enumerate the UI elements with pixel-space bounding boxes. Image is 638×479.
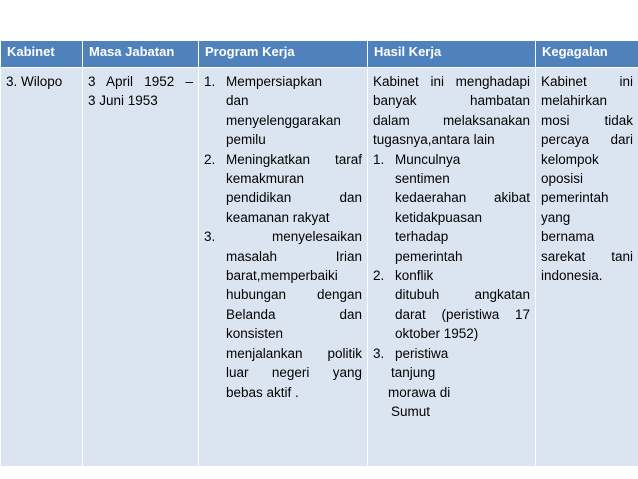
kegagalan-line: pemerintah <box>541 190 609 206</box>
hasil-item-3-line: morawa di <box>388 384 451 400</box>
program-item-3-line: hubungan dengan <box>226 287 362 303</box>
kegagalan-line: yang <box>541 209 571 225</box>
cell-hasil-kerja <box>368 68 536 467</box>
table-row <box>1 68 638 467</box>
program-item-3-first-line: 3. menyelesaikan <box>204 229 362 245</box>
program-item-3-line: barat,memperbaiki <box>226 268 338 284</box>
hasil-intro-line: Kabinet ini menghadapi <box>373 74 530 89</box>
program-item-2-line: kemakmuran <box>226 171 305 187</box>
header-kabinet: Kabinet <box>1 41 83 68</box>
kegagalan-line: oposisi <box>541 171 584 187</box>
hasil-item-3-line: tanjung <box>391 365 436 381</box>
kegagalan-line: indonesia. <box>541 268 603 284</box>
header-kegagalan: Kegagalan <box>536 41 638 68</box>
program-item-2-line: keamanan rakyat <box>226 209 330 225</box>
hasil-item-1-number: 1. <box>373 151 385 167</box>
hasil-item-3-line: peristiwa <box>395 345 449 361</box>
kegagalan-line: sarekat tani <box>541 248 633 264</box>
header-program-kerja: Program Kerja <box>199 41 368 68</box>
program-item-1-line: menyelenggarakan <box>226 112 341 128</box>
program-item-1-line: pemilu <box>226 132 266 148</box>
hasil-intro-line: dalam melaksanakan <box>373 112 530 128</box>
header-hasil-kerja: Hasil Kerja <box>368 41 536 68</box>
program-item-1 <box>204 72 362 150</box>
program-item-2-number: 2. <box>204 151 216 167</box>
cell-kegagalan <box>536 68 638 467</box>
hasil-item-3 <box>373 344 530 422</box>
hasil-intro-line: banyak hambatan <box>373 93 530 109</box>
kegagalan-line: percaya dari <box>541 132 633 148</box>
hasil-item-2-line: oktober 1952) <box>395 326 479 342</box>
hasil-item-1-line: kedaerahan akibat <box>395 190 530 206</box>
kegagalan-line: Kabinet ini <box>541 74 633 89</box>
kegagalan-line: mosi tidak <box>541 112 633 128</box>
program-item-1-line: dan <box>226 93 249 109</box>
cell-kabinet <box>1 68 83 467</box>
cell-masa-jabatan <box>83 68 199 467</box>
cell-program-kerja <box>199 68 368 467</box>
hasil-item-1-line: sentimen <box>395 171 450 187</box>
kabinet-name: 3. Wilopo <box>6 74 63 89</box>
hasil-item-1-line: Munculnya <box>395 151 461 167</box>
kegagalan-line: bernama <box>541 229 595 245</box>
hasil-item-2-line: ditubuh angkatan <box>395 287 530 303</box>
program-kerja-list <box>204 72 362 402</box>
cabinet-table <box>0 40 638 467</box>
hasil-item-2-line: darat (peristiwa 17 <box>395 306 530 322</box>
kegagalan-line: kelompok <box>541 151 599 167</box>
program-item-3-line: menjalankan politik <box>226 345 362 361</box>
hasil-item-1-line: pemerintah <box>395 248 463 264</box>
hasil-kerja-list <box>373 150 530 422</box>
program-item-3-line: konsisten <box>226 326 284 342</box>
hasil-item-1 <box>373 150 530 266</box>
hasil-item-3-number: 3. <box>373 345 385 361</box>
hasil-item-2-number: 2. <box>373 268 385 284</box>
program-item-3-line: luar negeri yang <box>226 365 362 381</box>
program-item-1-number: 1. <box>204 74 216 89</box>
hasil-item-1-line: ketidakpuasan <box>395 209 483 225</box>
program-item-3 <box>204 227 362 402</box>
header-masa-jabatan: Masa Jabatan <box>83 41 199 68</box>
hasil-item-2-line: konflik <box>395 268 434 284</box>
program-item-3-line: bebas aktif . <box>226 384 299 400</box>
program-item-3-line: Belanda dan <box>226 306 362 322</box>
hasil-intro-line: tugasnya,antara lain <box>373 132 495 148</box>
program-item-2-line: pendidikan dan <box>226 190 362 206</box>
header-row <box>1 41 638 68</box>
masa-jabatan-start: 3 April 1952 – <box>88 74 193 89</box>
hasil-item-1-line: terhadap <box>395 229 449 245</box>
hasil-item-3-line: Sumut <box>391 403 431 419</box>
program-item-3-line: masalah Irian <box>226 248 362 264</box>
program-item-1-line: Mempersiapkan <box>226 74 323 89</box>
program-item-2 <box>204 150 362 228</box>
kegagalan-line: melahirkan <box>541 93 608 109</box>
program-item-2-line: Meningkatkan taraf <box>226 151 362 167</box>
hasil-item-2 <box>373 266 530 344</box>
masa-jabatan-end: 3 Juni 1953 <box>88 93 158 109</box>
